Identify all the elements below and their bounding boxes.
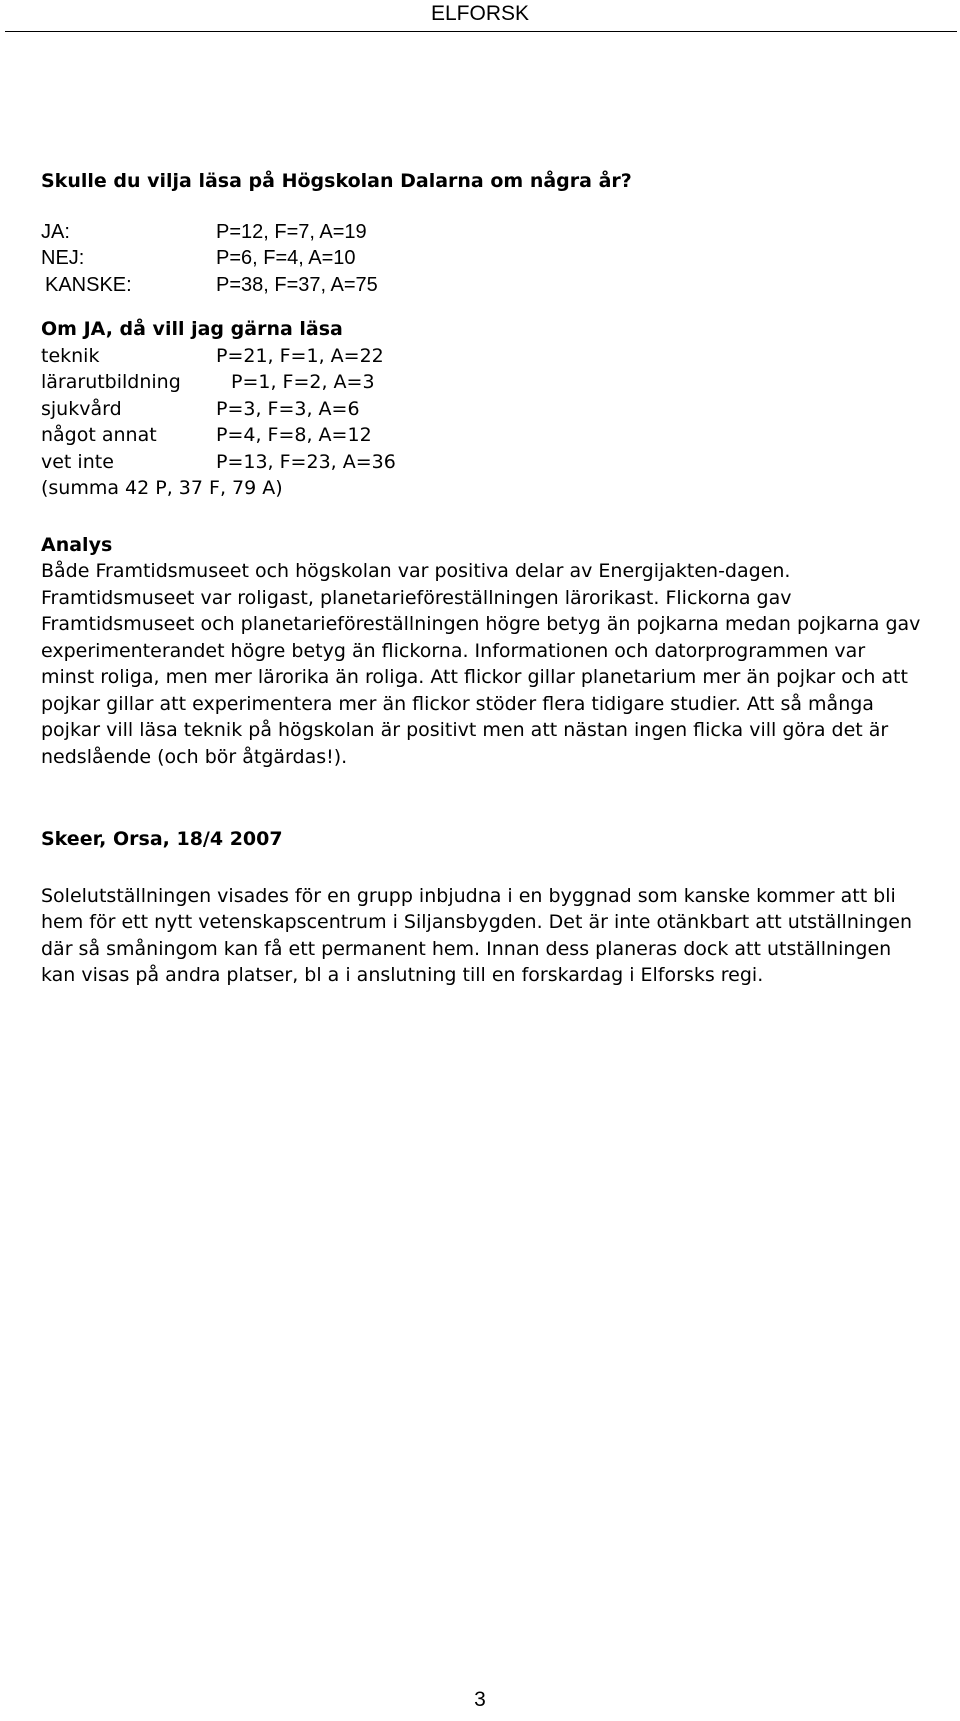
skeer-paragraph: Solelutställningen visades för en grupp inbjudna i en byggnad som kanske kommer att bli hem för ett nytt vetenskapscentrum i Siljansbygden. Det är inte otänkbart att utställningen där så småningom kan få ett permanent hem. Innan dess planeras dock att utställningen kan visas på andra platser, bl a i anslutning till en forskardag i Elforsks regi.: [41, 884, 912, 986]
subject-label: sjukvård: [41, 397, 122, 420]
answer-value: P=12, F=7, A=19: [216, 220, 367, 243]
answer-row: [41, 245, 921, 272]
header-divider: [5, 31, 957, 32]
subject-label: lärarutbildning: [41, 371, 181, 393]
page-header-title: ELFORSK: [430, 2, 530, 25]
analysis-heading: Analys: [41, 533, 113, 556]
answer-row: [41, 272, 921, 299]
subject-row: [41, 343, 921, 370]
answer-value: P=6, F=4, A=10: [216, 247, 356, 269]
subjects-heading: Om JA, då vill jag gärna läsa: [41, 318, 343, 340]
subject-value: P=4, F=8, A=12: [216, 424, 372, 446]
section-heading: Skeer, Orsa, 18/4 2007: [41, 828, 283, 850]
subject-label: teknik: [41, 344, 100, 367]
page-number: 3: [474, 1688, 486, 1711]
answer-value: P=38, F=37, A=75: [216, 273, 378, 296]
subject-label: något annat: [41, 424, 157, 446]
subject-value: P=1, F=2, A=3: [231, 371, 375, 393]
subject-value: P=13, F=23, A=36: [216, 450, 396, 473]
question-heading: Skulle du vilja läsa på Högskolan Dalarna om några år?: [41, 170, 632, 192]
subjects-summary: (summa 42 P, 37 F, 79 A): [41, 477, 283, 499]
subject-label: vet inte: [41, 450, 114, 473]
answer-label: JA:: [41, 220, 70, 243]
subject-row: [41, 396, 921, 423]
subject-value: P=3, F=3, A=6: [216, 397, 360, 420]
analysis-paragraph: Både Framtidsmuseet och högskolan var positiva delar av Energijakten-dagen. Framtidsmuseet var roligast, planetarieföreställningen lärorikast. Flickorna gav Framtidsmuseet och planetarieföreställningen högre betyg än pojkarna medan pojkarna gav experimenterandet högre betyg än flickorna. Informationen och datorprogrammen var minst roliga, men mer lärorika än roliga. Att flickor gillar planetarium mer än pojkar och att pojkar gillar att experimentera mer än flickor stöder flera tidigare studier. Att så många pojkar vill läsa teknik på högskolan är positivt men att nästan ingen flicka vill göra det är nedslående (och bör åtgärdas!).: [41, 560, 921, 768]
answer-row: [41, 219, 921, 246]
answer-label: NEJ:: [41, 247, 85, 269]
document-body: [41, 168, 921, 989]
answer-label: KANSKE:: [45, 273, 132, 296]
answer-table: [41, 219, 921, 299]
subject-row: [41, 422, 921, 449]
subject-row: [41, 449, 921, 476]
subject-row: [41, 369, 921, 396]
subjects-table: [41, 343, 921, 476]
subject-value: P=21, F=1, A=22: [216, 344, 384, 367]
